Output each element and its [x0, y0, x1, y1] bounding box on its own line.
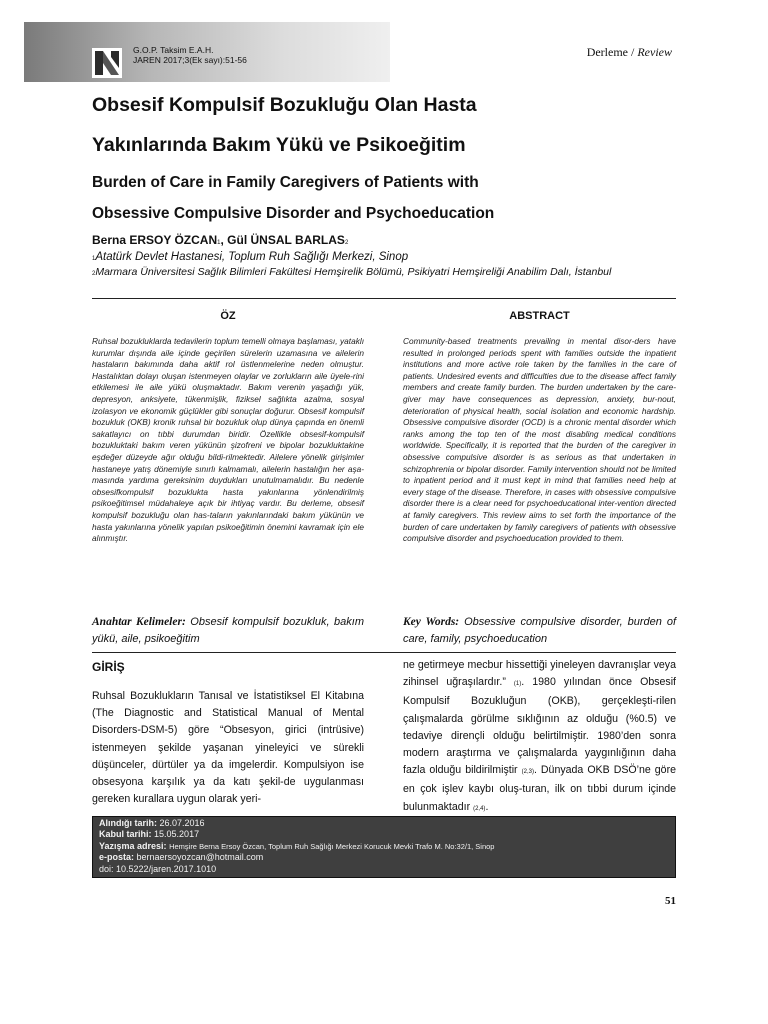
- intro-right-text-b: . 1980 yılından önce Obsesif Kompulsif Bozukluğun (OKB), gerçekleşti-rilen çalışmalarda görülme sıklığının az olduğu (%0.5) ve tedaviye dirençli olduğu belirtilmiştir. 1980’den sonra modern araştırma ve çalışmalarda yaygınlığının daha fazla olduğu bildirilmiştir: [403, 676, 676, 777]
- article-type-tr: Derleme: [586, 45, 628, 59]
- abstract-body: Community-based treatments prevailing in mental disor-ders have resulted in prolonged periods spent with families outside the inpatient institutions and more active role taken by the families in the care of patients. Undesired events and difficulties due to the disease affect family members and create family burden. The burden undertaken by the care-giver may have consequences as depression, anxiety, bur-nout, deterioration of physical health, social isolation and economic hardship. Obsessive compulsive disorder (OCD) is a chronic mental disorder which ranks among the top ten of the most disabling medical conditions worldwide. Specifically, it is reported that the burden of the caregiver in obsessive compulsive disorder is as serious as that undertaken in schizophrenia or bipolar disorder. Family intervention should not be limited to inpatient period and it must kept in mind that families need help at every stage of the disease. Therefore, in cases with obsessive compulsive disorder there is a clear need for psychoeducational inter-vention directed at family caregivers. This review aims to set forth the importance of the burden of care undertaken by family caregivers of patients with obsessive compulsive disorder and psychoeducation provided to them.: [403, 336, 676, 544]
- affiliation-2-mark: 2: [92, 271, 96, 277]
- email-line: [99, 852, 675, 863]
- intro-right-text-d: .: [485, 800, 489, 813]
- affiliation-1: [92, 250, 408, 266]
- author-2-mark: 2: [344, 240, 349, 246]
- address-text: Hemşire Berna Ersoy Özcan, Toplum Ruh Sağlığı Merkezi Korucuk Mevki Trafo M. No:32/1, Sinop: [169, 841, 495, 851]
- title-en-line-1: Burden of Care in Family Caregivers of Patients with: [92, 174, 479, 191]
- intro-citation-2: (2,3): [521, 769, 534, 776]
- affiliation-1-text: Atatürk Devlet Hastanesi, Toplum Ruh Sağlığı Merkezi, Sinop: [95, 251, 409, 263]
- authors: [92, 233, 348, 250]
- abstract-keywords: [403, 614, 676, 648]
- doi-line: [99, 864, 675, 875]
- received-label: Alındığı tarih:: [99, 818, 157, 828]
- affiliation-2: [92, 266, 611, 281]
- abstract-heading: ABSTRACT: [509, 310, 570, 322]
- accepted-label: Kabul tarihi:: [99, 829, 152, 840]
- oz-heading: ÖZ: [220, 310, 236, 322]
- intro-right-text-c: . Dünyada OKB DSÖ’ne göre en çok işlev kaybı oluş-turan, ilk on tıbbi durum içinde bulunmaktadır: [403, 764, 676, 813]
- abstract-keywords-label: Key Words:: [403, 616, 460, 628]
- doi-value[interactable]: 10.5222/jaren.2017.1010: [116, 863, 217, 874]
- author-2: Gül ÜNSAL BARLAS: [227, 233, 345, 247]
- article-type-en: Review: [637, 45, 672, 59]
- oz-body: Ruhsal bozukluklarda tedavilerin toplum temelli olmaya başlaması, yataklı kurumlar dışında aile içinde geçirilen sürelerin uzamasına ve ailelerin hastaların bakımında daha aktif rol üstlenmelerine neden olmuştur. Hastalıktan dolayı oluşan istenmeyen olaylar ve zorlukların aile üyele-rini etkilemesi ile aile yükü oluşmaktadır. Bakım verenin yaşadığı yük, depresyon, anksiyete, tükenmişlik, fiziksel sağlıkta azalma, sosyal izolasyon ve ekonomik güçlükler gibi sonuçlar doğurur. Obsesif kompulsif bozukluk (OKB) kronik ruhsal bir bozukluk olup dünya çapında en önemli sakatlayıcı on tıbbi durumdan biridir. Özellikle obsesif-kompulsif bozukluktaki bakım veren yükünün şizofreni ve bipolar bozukluktakine eşdeğer düzeyde ağır olduğu bildi-rilmektedir. Ailelere yönelik girişimler hastaneye yatış dönemiyle sınırlı kalmamalı, ailelerin hastalığın her aşa-masında yardıma gereksinim duydukları unutulmamalıdır. Bu nedenle obsesifkompulsif bozuklukta hasta yakınlarına yönlendirilmiş psikoeğitimsel müdahaleye açık bir ihtiyaç vardır. Bu derleme, obsesif kompulsif bozukluğu olan has-taların yakınlarındaki bakım yükünün ve hasta yakınlarına yönelik yapılan psikoeğitimin önemini kavramak için ele alınmıştır.: [92, 336, 364, 544]
- correspondence-box: [92, 816, 676, 878]
- title-tr-line-1: Obsesif Kompulsif Bozukluğu Olan Hasta: [92, 94, 477, 116]
- divider-middle: [92, 652, 676, 653]
- intro-citation-3: (2,4): [473, 805, 486, 812]
- oz-keywords-text: Obsesif kompulsif bozukluk, bakım yükü, aile, psikoeğitim: [92, 616, 364, 645]
- intro-citation-1: (1): [513, 681, 522, 688]
- intro-right-column: [403, 657, 676, 818]
- received-line: [99, 818, 675, 829]
- doi-label: doi:: [99, 863, 114, 874]
- address-line: [99, 841, 675, 852]
- journal-issue: JAREN 2017;3(Ek sayı):51-56: [133, 55, 247, 65]
- author-separator: ,: [220, 233, 228, 247]
- article-type: [587, 45, 672, 59]
- oz-keywords-label: Anahtar Kelimeler:: [92, 616, 186, 628]
- article-type-separator: /: [628, 45, 638, 59]
- article-title-en: [92, 167, 692, 229]
- journal-logo-icon: [92, 48, 122, 78]
- intro-right-text-a: ne getirmeye mecbur hissettiği yineleyen davranışlar veya zihinsel uğraşılardır.”: [403, 659, 676, 689]
- accepted-line: [99, 829, 675, 840]
- page-number: 51: [665, 895, 676, 907]
- intro-left-column: Ruhsal Bozuklukların Tanısal ve İstatistiksel El Kitabına (The Diagnostic and Statistical Manual of Mental Disorders-DSM-5) göre “Obsesyon, girici (intrüsive) istenmeyen şekilde yaşanan yineleyici ve sürekli düşünceler, dürtüler ya da imgelerdir. Kompulsiyon ise obsesyona karşılık ya da katı şekil-de uygulanması gereken kurallara uygun olarak yeri-: [92, 690, 364, 806]
- intro-heading: GİRİŞ: [92, 660, 125, 674]
- title-en-line-2: Obsessive Compulsive Disorder and Psychoeducation: [92, 205, 495, 222]
- affiliation-1-mark: 1: [92, 256, 96, 262]
- received-date: 26.07.2016: [159, 818, 205, 828]
- abstract-keywords-text: Obsessive compulsive disorder, burden of care, family, psychoeducation: [403, 616, 677, 645]
- address-label: Yazışma adresi:: [99, 840, 167, 851]
- email-link[interactable]: bernaersoyozcan@hotmail.com: [136, 852, 264, 863]
- author-1: Berna ERSOY ÖZCAN: [92, 233, 218, 247]
- article-title-tr: [92, 85, 692, 165]
- author-1-mark: 1: [217, 240, 221, 246]
- email-label: e-posta:: [99, 852, 135, 863]
- affiliation-2-text: Marmara Üniversitesi Sağlık Bilimleri Fakültesi Hemşirelik Bölümü, Psikiyatri Hemşireliği Anabilim Dalı, İstanbul: [95, 266, 612, 278]
- oz-keywords: [92, 614, 364, 648]
- accepted-date: 15.05.2017: [154, 829, 200, 840]
- title-tr-line-2: Yakınlarında Bakım Yükü ve Psikoeğitim: [92, 134, 466, 156]
- journal-name: G.O.P. Taksim E.A.H.: [133, 45, 214, 55]
- divider-top: [92, 298, 676, 299]
